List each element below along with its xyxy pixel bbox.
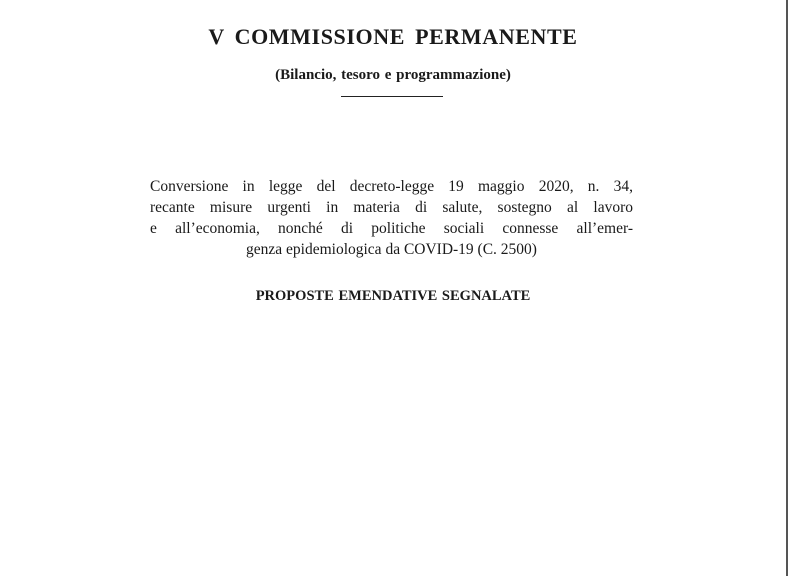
bill-description-line: recante misure urgenti in materia di salute, sostegno al lavoro: [150, 199, 633, 216]
bill-description-line: e all’economia, nonché di politiche sociali connesse all’emer-: [150, 220, 633, 237]
page-edge-rule: [786, 0, 788, 576]
page-title: V COMMISSIONE PERMANENTE: [208, 24, 578, 49]
title-divider: [341, 96, 443, 97]
bill-description-line: Conversione in legge del decreto-legge 19 maggio 2020, n. 34,: [150, 178, 633, 195]
page-subtitle: (Bilancio, tesoro e programmazione): [275, 67, 511, 83]
bill-description: [150, 176, 633, 260]
bill-description-line: genza epidemiologica da COVID-19 (C. 2500): [246, 241, 537, 258]
section-heading: PROPOSTE EMENDATIVE SEGNALATE: [255, 288, 531, 304]
